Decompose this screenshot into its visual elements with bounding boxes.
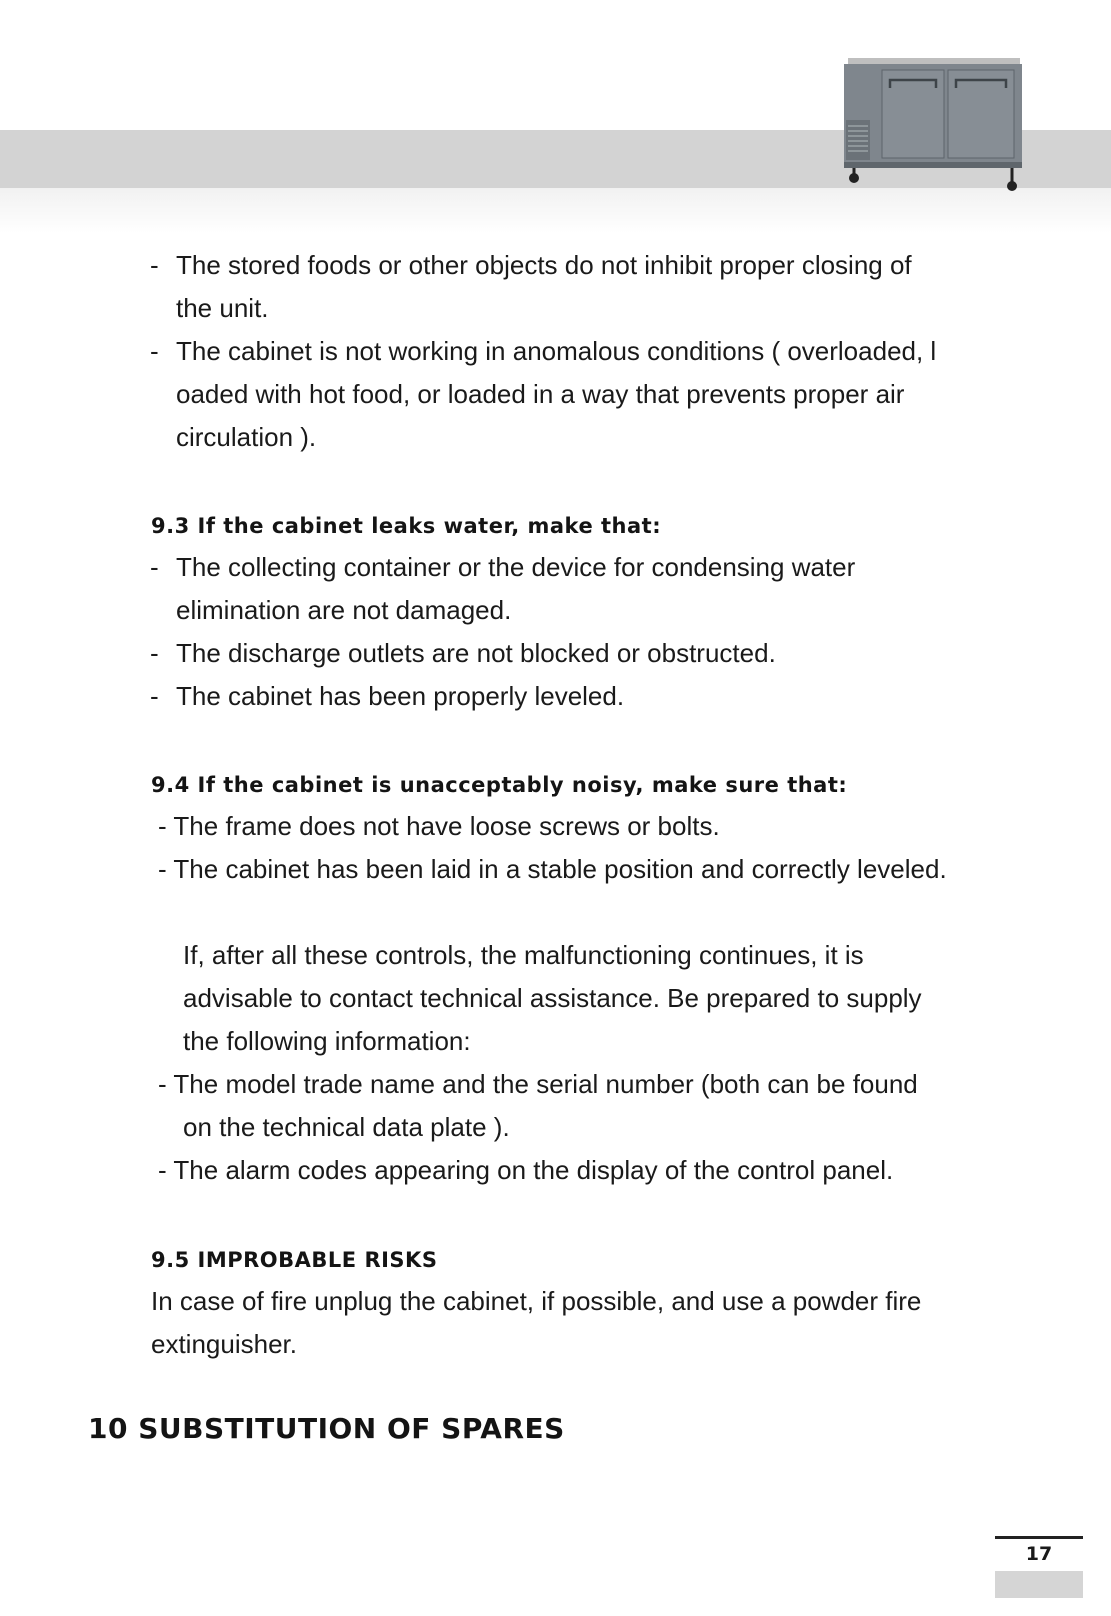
section-heading-9-3: 9.3 If the cabinet leaks water, make that: (151, 514, 662, 538)
list-item-line: on the technical data plate ). (183, 1112, 510, 1142)
list-item-line: The cabinet is not working in anomalous conditions ( overloaded, l (176, 336, 937, 366)
paragraph-line: In case of fire unplug the cabinet, if possible, and use a powder fire (151, 1286, 922, 1316)
list-item (158, 1063, 918, 1149)
chapter-heading: 10 SUBSTITUTION OF SPARES (88, 1412, 565, 1445)
section-heading-9-5: 9.5 IMPROBABLE RISKS (151, 1248, 438, 1272)
section-heading-9-4: 9.4 If the cabinet is unacceptably noisy, make sure that: (151, 773, 848, 797)
paragraph-line: advisable to contact technical assistance. Be prepared to supply (183, 983, 922, 1013)
list-item-line: circulation ). (176, 422, 317, 452)
list-item: - The cabinet has been laid in a stable position and correctly leveled. (158, 854, 947, 884)
refrigerated-cabinet-image (840, 56, 1030, 196)
list-item-line: The cabinet has been properly leveled. (176, 681, 625, 711)
risks-paragraph (151, 1280, 921, 1366)
list-item-line: - The model trade name and the serial number (both can be found (158, 1069, 918, 1099)
list-item-line: The stored foods or other objects do not inhibit proper closing of (176, 250, 912, 280)
page-number: 17 (1025, 1543, 1053, 1565)
list-item-line: oaded with hot food, or loaded in a way that prevents proper air (176, 379, 905, 409)
assistance-paragraph (183, 934, 922, 1063)
paragraph-line: the following information: (183, 1026, 471, 1056)
list-item-line: elimination are not damaged. (176, 595, 512, 625)
list-item: - The frame does not have loose screws or bolts. (158, 811, 720, 841)
list-item-line: The collecting container or the device for condensing water (176, 552, 856, 582)
list-item-line: The discharge outlets are not blocked or obstructed. (176, 638, 776, 668)
list-item-line: the unit. (176, 293, 269, 323)
page-number-block (995, 1571, 1083, 1598)
paragraph-line: If, after all these controls, the malfunctioning continues, it is (183, 940, 864, 970)
paragraph-line: extinguisher. (151, 1329, 297, 1359)
page-number-rule (995, 1536, 1083, 1539)
list-item: - The alarm codes appearing on the display of the control panel. (158, 1155, 894, 1185)
